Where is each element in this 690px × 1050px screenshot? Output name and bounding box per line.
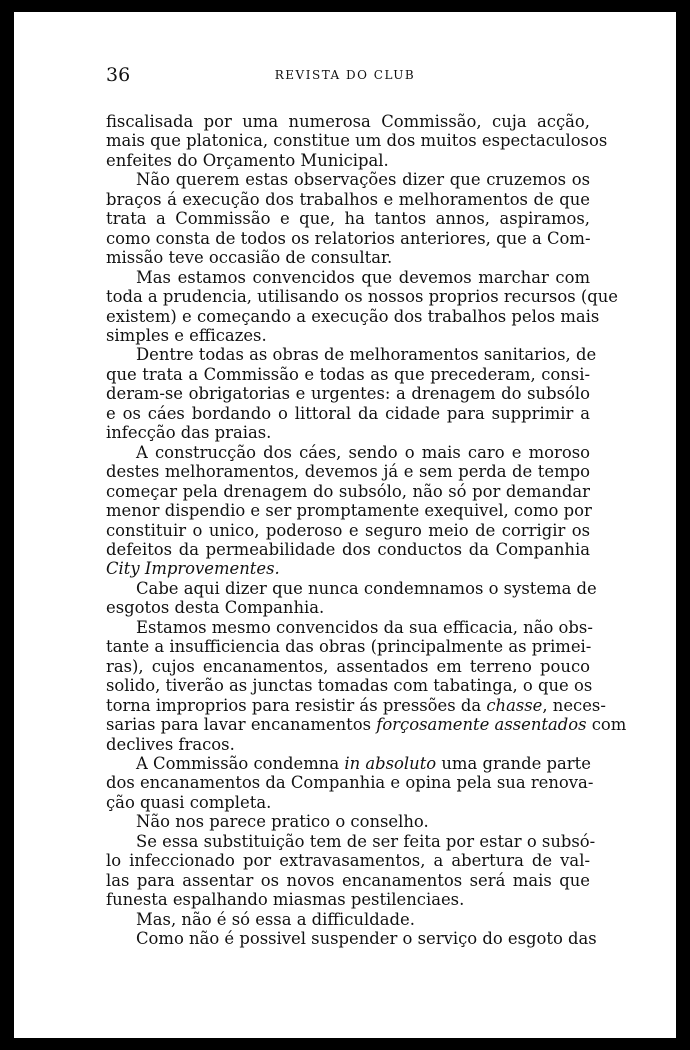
text-line: e os cáes bordando o littoral da cidade para supprimir a [106,403,590,423]
text-line: simples e efficazes. [106,325,267,345]
text-line: dos encanamentos da Companhia e opina pela sua renova- [106,773,594,793]
italic-phrase: in absoluto [344,753,437,773]
running-head: REVISTA DO CLUB [274,68,416,82]
book-page [14,12,676,1038]
page-number: 36 [106,64,131,86]
text-line: Dentre todas as obras de melhoramentos sanitarios, de [136,345,597,365]
text-line: Se essa substituição tem de ser feita por estar o subsó- [136,831,596,851]
text-line: declives fracos. [106,734,235,754]
text-line: A Commissão condemna in absoluto uma grande parte [136,753,591,773]
text-line: Como não é possivel suspender o serviço do esgoto das [136,929,597,949]
text-line: defeitos da permeabilidade dos conductos da Companhia [106,539,590,559]
text-line: tante a insufficiencia das obras (principalmente as primei- [106,637,592,657]
text-line: toda a prudencia, utilisando os nossos proprios recursos (que [106,287,618,307]
text-line: missão teve occasião de consultar. [106,248,393,268]
text-line: trata a Commissão e que, ha tantos annos, aspiramos, [106,209,590,229]
text-line: lo infeccionado por extravasamentos, a abertura de val- [106,851,590,871]
text-line: braços á execução dos trabalhos e melhoramentos de que [106,189,590,209]
text-line: Não querem estas observações dizer que cruzemos os [136,170,590,190]
text-line: começar pela drenagem do subsólo, não só por demandar [106,481,590,501]
text-line: mais que platonica, constitue um dos muitos espectaculosos [106,131,608,151]
text-line: Mas estamos convencidos que devemos marchar com [136,267,590,287]
text-line: menor dispendio e ser promptamente exequivel, como por [106,501,592,521]
text-line: infecção das praias. [106,423,272,443]
text-line: las para assentar os novos encanamentos será mais que [106,870,590,890]
text-line: esgotos desta Companhia. [106,598,325,618]
text-line: Estamos mesmo convencidos da sua efficacia, não obs- [136,617,593,637]
text-line: como consta de todos os relatorios anteriores, que a Com- [106,228,591,248]
page-header [14,64,676,94]
text-line: ção quasi completa. [106,792,272,812]
text-line: deram-se obrigatorias e urgentes: a drenagem do subsólo [106,384,590,404]
text-line: existem) e começando a execução dos trabalhos pelos mais [106,306,600,326]
italic-company-name: City Improvementes. [106,559,280,579]
italic-phrase: forçosamente assentados [376,715,587,735]
text-line: funesta espalhando miasmas pestilenciaes. [106,890,465,910]
text-line: solido, tiverão as junctas tomadas com tabatinga, o que os [106,676,593,696]
text-line: Não nos parece pratico o conselho. [136,812,429,832]
text-line: Mas, não é só essa a difficuldade. [136,909,415,929]
text-line: destes melhoramentos, devemos já e sem perda de tempo [106,462,590,482]
text-line: fiscalisada por uma numerosa Commissão, cuja acção, [106,112,590,131]
text-line: Cabe aqui dizer que nunca condemnamos o systema de [136,578,597,598]
text-line: A construcção dos cáes, sendo o mais caro e moroso [136,442,590,462]
text-line: que trata a Commissão e todas as que precederam, consi- [106,364,590,384]
text-line: sarias para lavar encanamentos forçosamente assentados com [106,715,627,735]
body-text [106,112,627,949]
italic-phrase: chasse [486,695,543,715]
text-line [106,559,590,578]
text-line: enfeites do Orçamento Municipal. [106,150,389,170]
text-line: ras), cujos encanamentos, assentados em terreno pouco [106,656,590,676]
text-line: torna improprios para resistir ás pressões da chasse, neces- [106,695,606,715]
text-line: constituir o unico, poderoso e seguro meio de corrigir os [106,520,590,540]
